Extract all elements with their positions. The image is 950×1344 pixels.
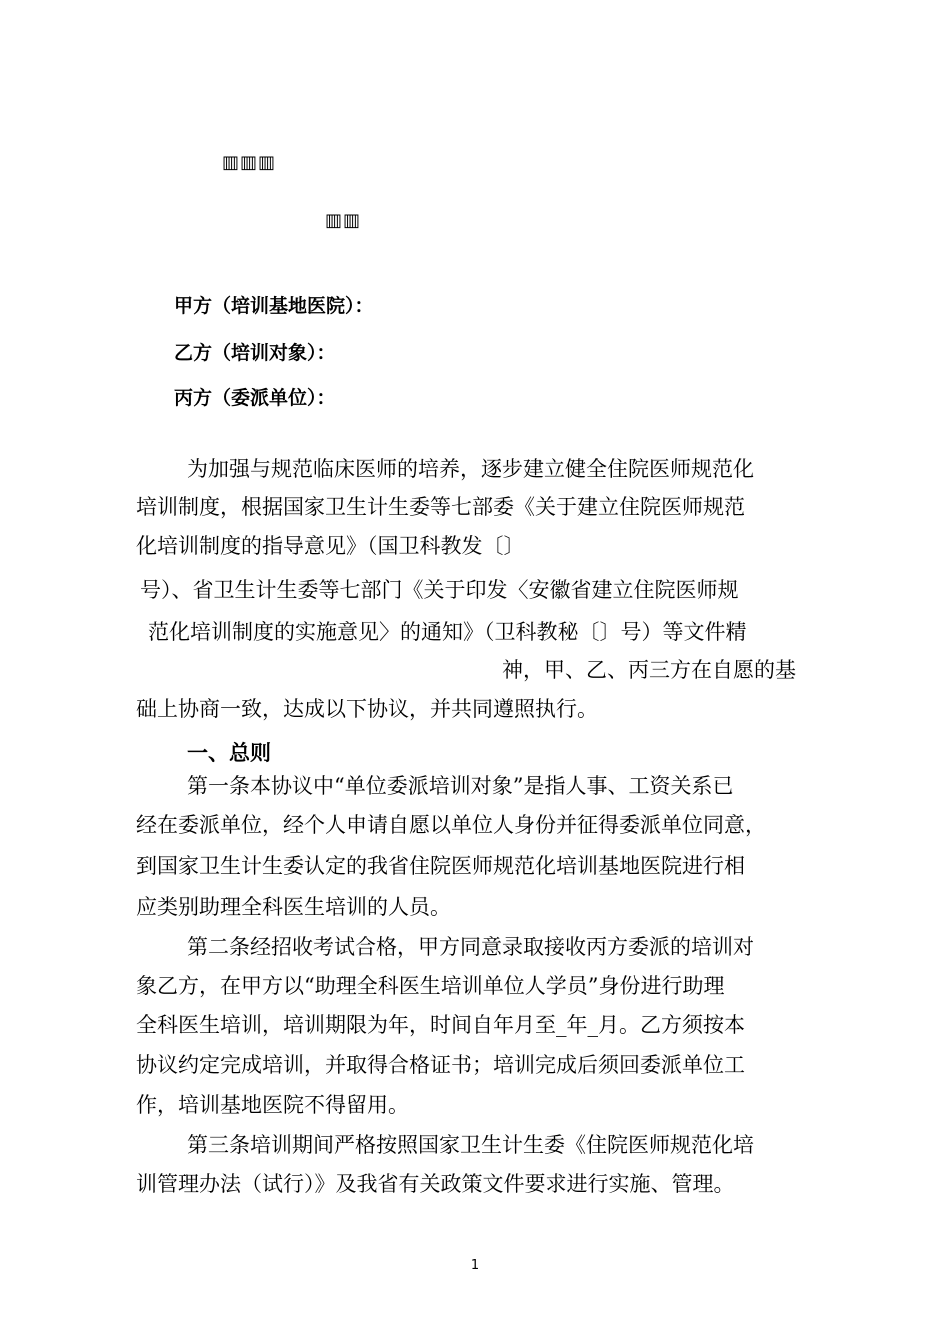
preamble-line: 培训制度，根据国家卫生计生委等七部委《关于建立住院医师规范 <box>136 495 745 519</box>
article-2-line: 第二条经招收考试合格，甲方同意录取接收丙方委派的培训对 <box>187 935 754 959</box>
article-2-line: 象乙方，在甲方以“助理全科医生培训单位人学员”身份进行助理 <box>136 974 725 998</box>
section-heading: 一、总则 <box>187 741 271 765</box>
party-a-label: 甲方（培训基地医院）： <box>174 295 374 317</box>
article-2-line: 协议约定完成培训，并取得合格证书；培训完成后须回委派单位工 <box>136 1053 745 1077</box>
preamble-line: 为加强与规范临床医师的培养，逐步建立健全住院医师规范化 <box>187 457 754 481</box>
party-c-label: 丙方（委派单位）： <box>174 387 336 409</box>
preamble-line: 号）、省卫生计生委等七部门《关于印发〈安徽省建立住院医师规 <box>140 578 739 602</box>
page-number: 1 <box>470 1258 480 1273</box>
preamble-line: 化培训制度的指导意见》（国卫科教发〔〕 <box>136 534 525 558</box>
article-1-line: 到国家卫生计生委认定的我省住院医师规范化培训基地医院进行相 <box>136 854 745 878</box>
article-2-line: 全科医生培训，培训期限为年，时间自年月至_年_月。乙方须按本 <box>136 1013 745 1037</box>
article-1-line: 应类别助理全科医生培训的人员。 <box>136 895 451 919</box>
preamble-line: 础上协商一致，达成以下协议，并共同遵照执行。 <box>136 697 598 721</box>
article-2-line: 作，培训基地医院不得留用。 <box>136 1093 409 1117</box>
article-3-line: 第三条培训期间严格按照国家卫生计生委《住院医师规范化培 <box>187 1133 754 1157</box>
article-1-line: 第一条本协议中“单位委派培训对象”是指人事、工资关系已 <box>187 774 734 798</box>
preamble-line: 范化培训制度的实施意见〉的通知》（卫科教秘〔〕号）等文件精 <box>148 620 747 644</box>
subtitle-placeholder: ▥▥ <box>325 210 362 231</box>
title-placeholder: ▥▥▥ <box>222 152 277 173</box>
party-b-label: 乙方（培训对象）： <box>174 342 336 364</box>
article-1-line: 经在委派单位，经个人申请自愿以单位人身份并征得委派单位同意， <box>136 813 766 837</box>
article-3-line: 训管理办法（试行）》及我省有关政策文件要求进行实施、管理。 <box>136 1172 735 1196</box>
preamble-line: 神，甲、乙、丙三方在自愿的基 <box>502 658 796 682</box>
